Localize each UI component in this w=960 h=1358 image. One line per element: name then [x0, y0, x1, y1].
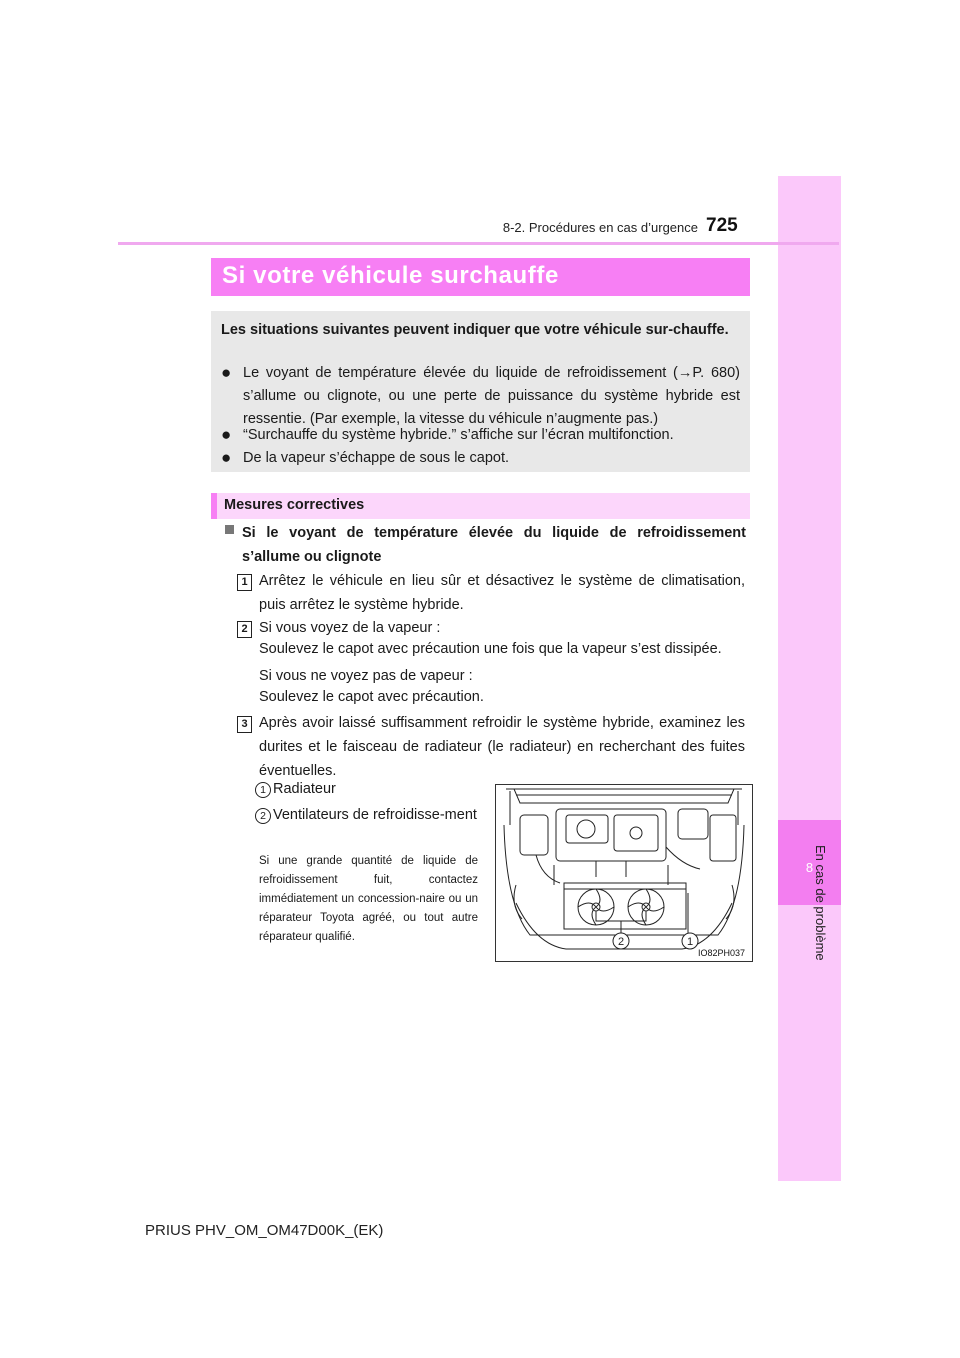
subheading-accent: [211, 493, 217, 519]
document-footer: PRIUS PHV_OM_OM47D00K_(EK): [145, 1222, 384, 1239]
engine-bay-drawing: [496, 785, 752, 961]
intro-lead: Les situations suivantes peuvent indiquer que votre véhicule sur-chauffe.: [221, 322, 729, 338]
step-text: Soulevez le capot avec précaution une fois que la vapeur s’est dissipée.: [259, 641, 722, 657]
step-text: Soulevez le capot avec précaution.: [259, 689, 484, 705]
header-divider: [118, 242, 839, 245]
callout-number: 1: [255, 782, 271, 798]
figure-callout-2-label: 2: [617, 936, 625, 948]
caption-text: Radiateur: [273, 781, 336, 797]
chapter-side-tab: [778, 176, 841, 1181]
step-text: Si vous voyez de la vapeur :: [259, 620, 441, 636]
step-number-box: 1: [237, 574, 252, 591]
step-text: Si vous ne voyez pas de vapeur :: [259, 668, 473, 684]
page-number: 725: [706, 215, 738, 236]
step-number-box: 2: [237, 621, 252, 638]
engine-bay-illustration: [495, 784, 753, 962]
bullet-dot-icon: ●: [221, 425, 232, 444]
caption-note: Si une grande quantité de liquide de refroidissement fuit, contactez immédiatement un concession-naire ou un réparateur Toyota agréé, ou tout autre réparateur qualifié.: [259, 855, 478, 943]
bullet-dot-icon: ●: [221, 448, 232, 467]
bullet-text: De la vapeur s’échappe de sous le capot.: [243, 450, 510, 466]
step-text: Après avoir laissé suffisamment refroidir le système hybride, examinez les durites et le faisceau de radiateur (le radiateur) en recherchant des fuites éventuelles.: [259, 715, 745, 779]
callout-number: 2: [255, 808, 271, 824]
page-title: Si votre véhicule surchauffe: [222, 262, 559, 289]
chapter-number: 8: [805, 860, 814, 875]
square-bullet-icon: [225, 525, 234, 534]
bullet-text: Le voyant de température élevée du liquide de refroidissement (→P. 680) s’allume ou clignote, ou une perte de puissance du système hybride est ressentie. (Par exemple, la vitesse du véhicule n’augmente pas.): [243, 365, 740, 427]
step-number-box: 3: [237, 716, 252, 733]
section-reference: 8-2. Procédures en cas d’urgence: [502, 220, 698, 235]
step-text: Arrêtez le véhicule en lieu sûr et désactivez le système de climatisation, puis arrêtez le système hybride.: [259, 573, 745, 613]
figure-callout-1-label: 1: [686, 936, 694, 948]
bullet-text: “Surchauffe du système hybride.” s’affiche sur l’écran multifonction.: [243, 427, 674, 443]
subheading-title: Mesures correctives: [224, 497, 365, 513]
bullet-dot-icon: ●: [221, 363, 232, 382]
chapter-title: En cas de problème: [813, 845, 828, 961]
condition-title: Si le voyant de température élevée du liquide de refroidissement s’allume ou clignote: [242, 525, 746, 565]
caption-text: Ventilateurs de refroidisse-ment: [273, 807, 477, 823]
figure-code: IO82PH037: [698, 948, 746, 958]
